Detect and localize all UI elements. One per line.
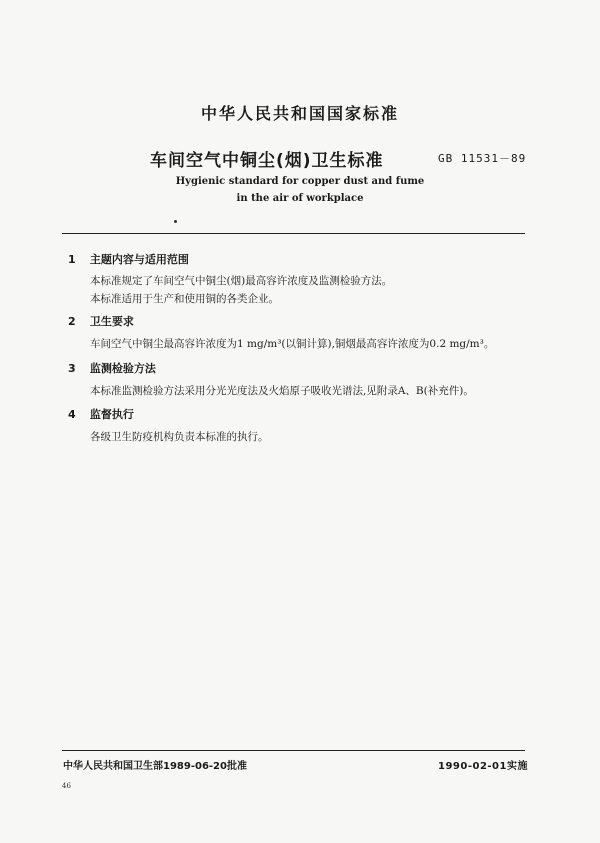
english-title-line1: Hygienic standard for copper dust and fume (175, 176, 425, 187)
approval-line: 中华人民共和国卫生部1989-06-20批准 (63, 761, 247, 772)
top-divider (62, 233, 525, 234)
decorative-dot (174, 220, 177, 223)
section-1-title: 主题内容与适用范围 (89, 253, 189, 266)
section-2-title: 卫生要求 (89, 315, 134, 328)
section-2-heading (68, 313, 134, 329)
section-3-number: 3 (68, 362, 76, 375)
section-3-paragraph-1: 本标准监测检验方法采用分光光度法及火焰原子吸收光谱法,见附录A、B(补充件)。 (90, 385, 474, 397)
section-1-heading (68, 251, 189, 267)
section-4-paragraph-1: 各级卫生防疫机构负责本标准的执行。 (90, 431, 269, 443)
standard-code: GB 11531－89 (438, 152, 527, 165)
section-3-title: 监测检验方法 (89, 362, 156, 375)
section-1-paragraph-1: 本标准规定了车间空气中铜尘(烟)最高容许浓度及监测检验方法。 (90, 275, 393, 287)
section-3-heading (68, 360, 156, 376)
implementation-date: 1990-02-01实施 (438, 761, 528, 772)
english-title-line2: in the air of workplace (236, 193, 364, 204)
section-2-number: 2 (68, 315, 76, 328)
national-standard-heading: 中华人民共和国国家标准 (200, 104, 399, 123)
section-1-number: 1 (68, 253, 76, 266)
page-number: 46 (62, 782, 71, 790)
document-title: 车间空气中铜尘(烟)卫生标准 (150, 151, 384, 171)
section-4-heading (68, 406, 134, 422)
section-1-paragraph-2: 本标准适用于生产和使用铜的各类企业。 (90, 293, 279, 305)
section-2-paragraph-1: 车间空气中铜尘最高容许浓度为1 mg/m³(以铜计算),铜烟最高容许浓度为0.2 mg/m³。 (90, 338, 495, 350)
bottom-divider (62, 750, 525, 751)
section-4-number: 4 (68, 408, 76, 421)
section-4-title: 监督执行 (89, 408, 134, 421)
